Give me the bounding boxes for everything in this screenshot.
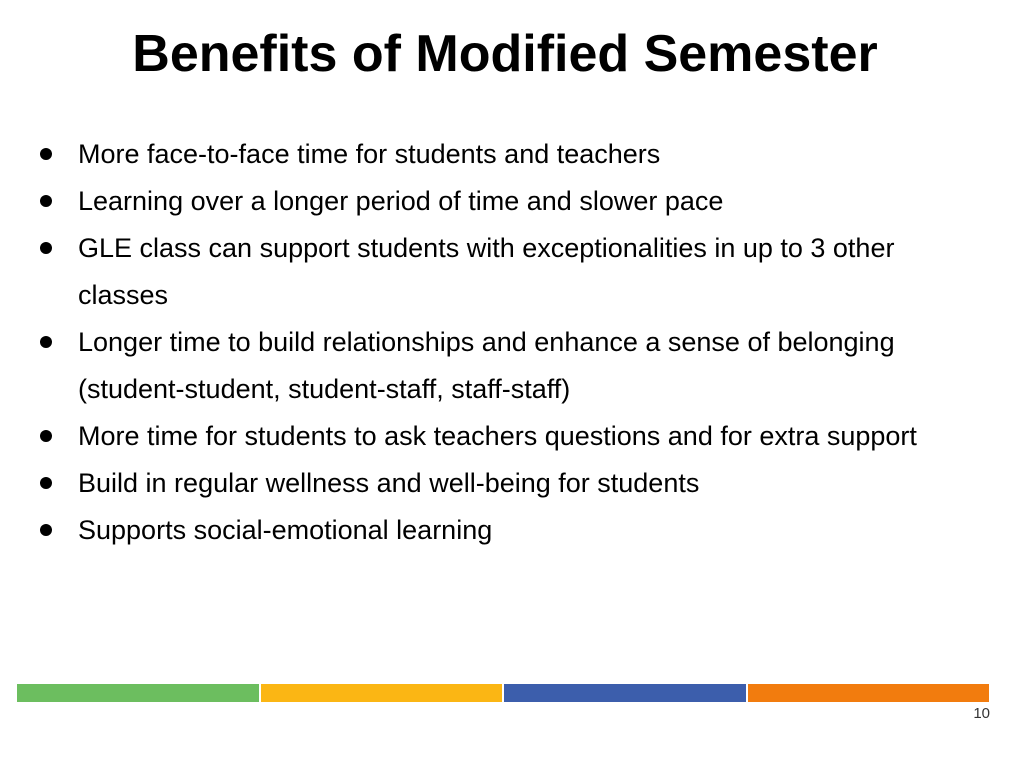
bullet-item	[40, 507, 970, 554]
footer-color-bar	[17, 684, 989, 702]
bullet-list	[40, 131, 970, 554]
bullet-text: Build in regular wellness and well-being for students	[78, 468, 700, 498]
slide-title: Benefits of Modified Semester	[132, 25, 878, 83]
bullet-dot-icon	[40, 477, 52, 489]
bullet-dot-icon	[40, 242, 52, 254]
bullet-dot-icon	[40, 430, 52, 442]
bullet-item	[40, 413, 970, 460]
bullet-item	[40, 319, 970, 413]
bullet-item	[40, 178, 970, 225]
bullet-dot-icon	[40, 195, 52, 207]
bullet-text: More face-to-face time for students and teachers	[78, 139, 661, 169]
color-bar-green	[17, 684, 259, 702]
bullet-item	[40, 131, 970, 178]
bullet-item	[40, 225, 970, 319]
bullet-text: Supports social-emotional learning	[78, 515, 493, 545]
bullet-dot-icon	[40, 148, 52, 160]
color-bar-orange	[748, 684, 990, 702]
bullet-item	[40, 460, 970, 507]
bullet-text: Longer time to build relationships and enhance a sense of belonging (student-student, student-staff, staff-staff)	[78, 327, 895, 404]
bullet-dot-icon	[40, 336, 52, 348]
color-bar-blue	[504, 684, 746, 702]
bullet-text: Learning over a longer period of time and slower pace	[78, 186, 724, 216]
bullet-text: GLE class can support students with exceptionalities in up to 3 other classes	[78, 233, 895, 310]
color-bar-yellow	[261, 684, 503, 702]
bullet-text: More time for students to ask teachers questions and for extra support	[78, 421, 917, 451]
bullet-dot-icon	[40, 524, 52, 536]
page-number: 10	[973, 705, 990, 722]
